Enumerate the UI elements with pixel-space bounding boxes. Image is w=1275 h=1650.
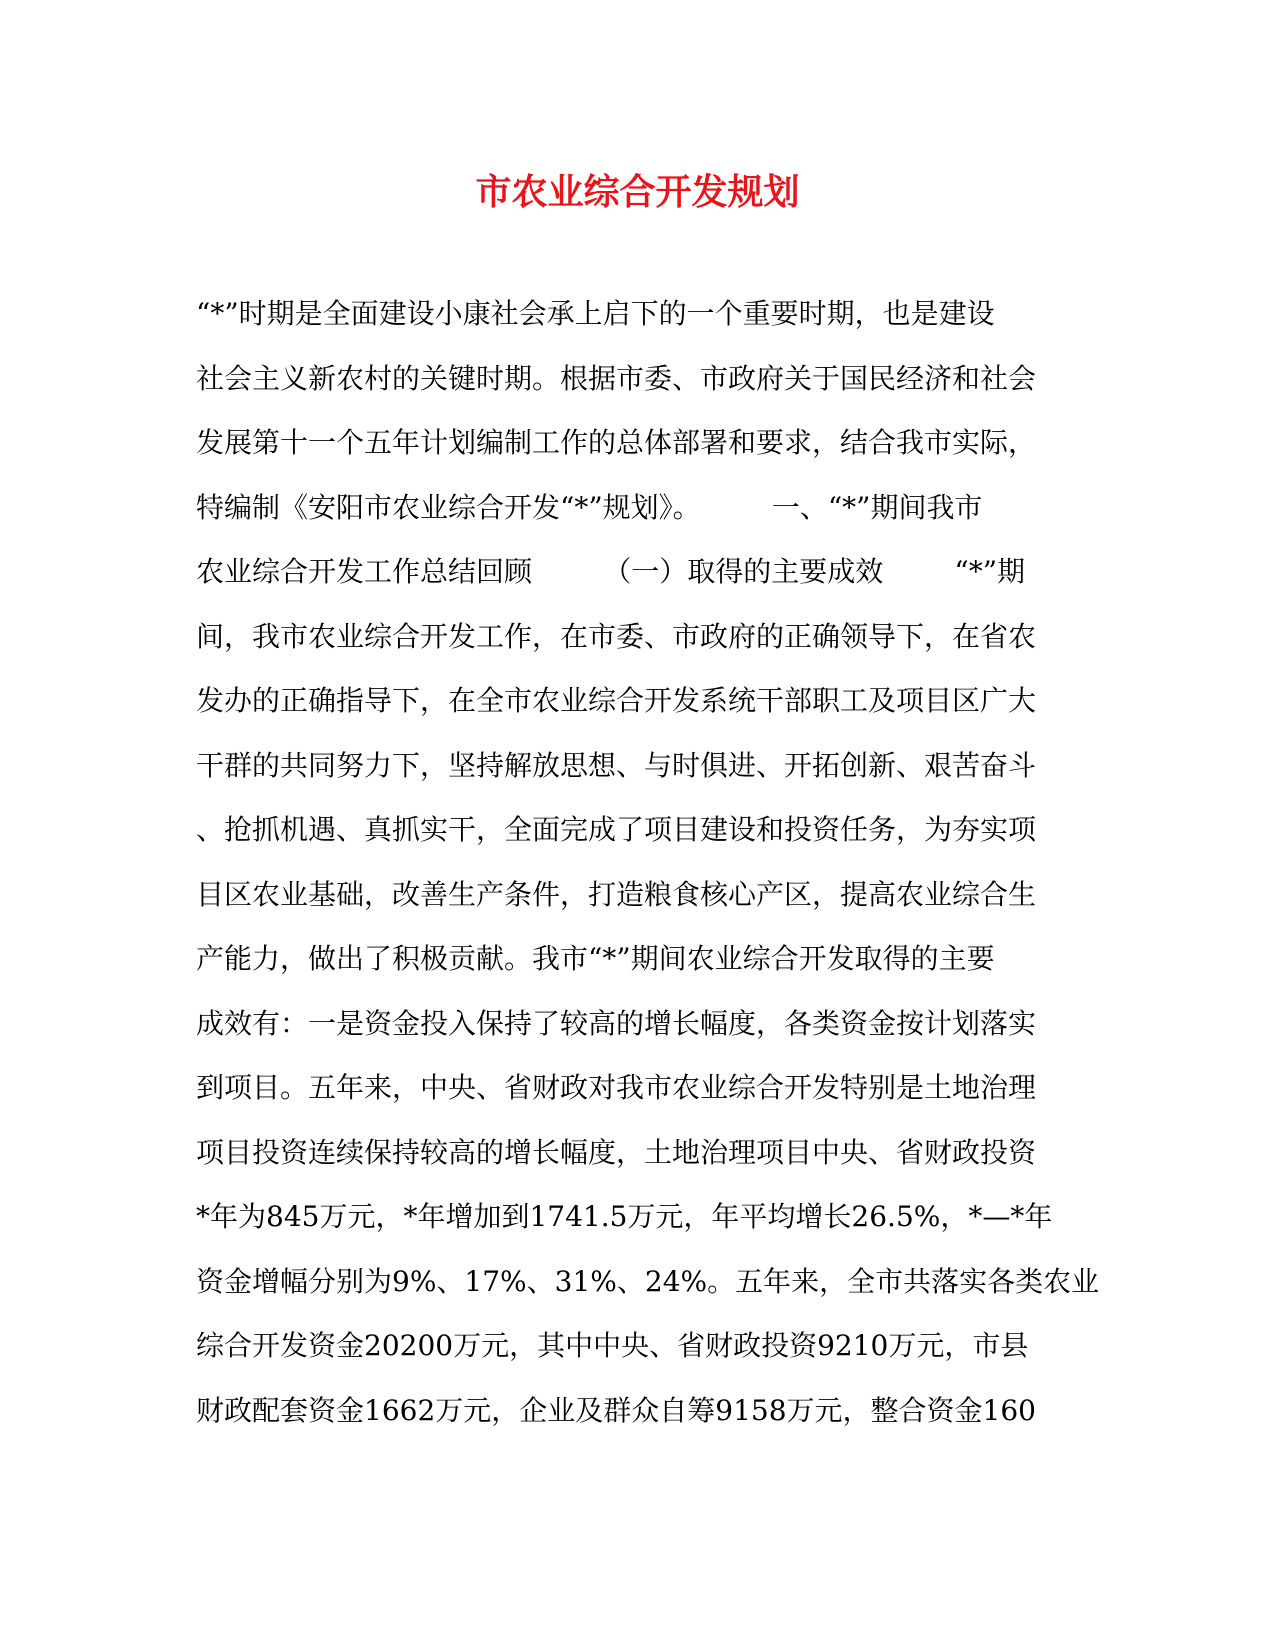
body-line: 社会主义新农村的关键时期。根据市委、市政府关于国民经济和社会 (196, 361, 1037, 395)
body-line: 目区农业基础，改善生产条件，打造粮食核心产区，提高农业综合生 (196, 877, 1037, 911)
body-line: 干群的共同努力下，坚持解放思想、与时俱进、开拓创新、艰苦奋斗 (196, 748, 1037, 782)
body-line: 间，我市农业综合开发工作，在市委、市政府的正确领导下，在省农 (196, 619, 1037, 653)
body-line: 、抢抓机遇、真抓实干，全面完成了项目建设和投资任务，为夯实项 (196, 813, 1037, 846)
body-line: 发办的正确指导下，在全市农业综合开发系统干部职工及项目区广大 (196, 684, 1037, 717)
body-line: 项目投资连续保持较高的增长幅度，土地治理项目中央、省财政投资 (196, 1135, 1037, 1169)
body-line: 农业综合开发工作总结回顾 （一）取得的主要成效 “*”期 (196, 555, 1026, 588)
body-line: 特编制《安阳市农业综合开发“*”规划》。 一、“*”期间我市 (196, 490, 983, 524)
body-line: 发展第十一个五年计划编制工作的总体部署和要求，结合我市实际， (196, 426, 1037, 459)
body-line: 综合开发资金20200万元，其中中央、省财政投资9210万元，市县 (196, 1329, 1029, 1362)
body-line: 资金增幅分别为9%、17%、31%、24%。五年来，全市共落实各类农业 (196, 1264, 1100, 1298)
body-line: 到项目。五年来，中央、省财政对我市农业综合开发特别是土地治理 (196, 1071, 1037, 1104)
body-line: “*”时期是全面建设小康社会承上启下的一个重要时期，也是建设 (196, 297, 995, 330)
body-line: *年为845万元，*年增加到1741.5万元，年平均增长26.5%，*—*年 (196, 1200, 1053, 1233)
document-title: 市农业综合开发规划 (475, 171, 800, 213)
body-line: 财政配套资金1662万元，企业及群众自筹9158万元，整合资金160 (196, 1393, 1036, 1427)
body-line: 产能力，做出了积极贡献。我市“*”期间农业综合开发取得的主要 (196, 942, 995, 975)
body-line: 成效有：一是资金投入保持了较高的增长幅度，各类资金按计划落实 (196, 1006, 1037, 1040)
document-body (196, 282, 1100, 1443)
